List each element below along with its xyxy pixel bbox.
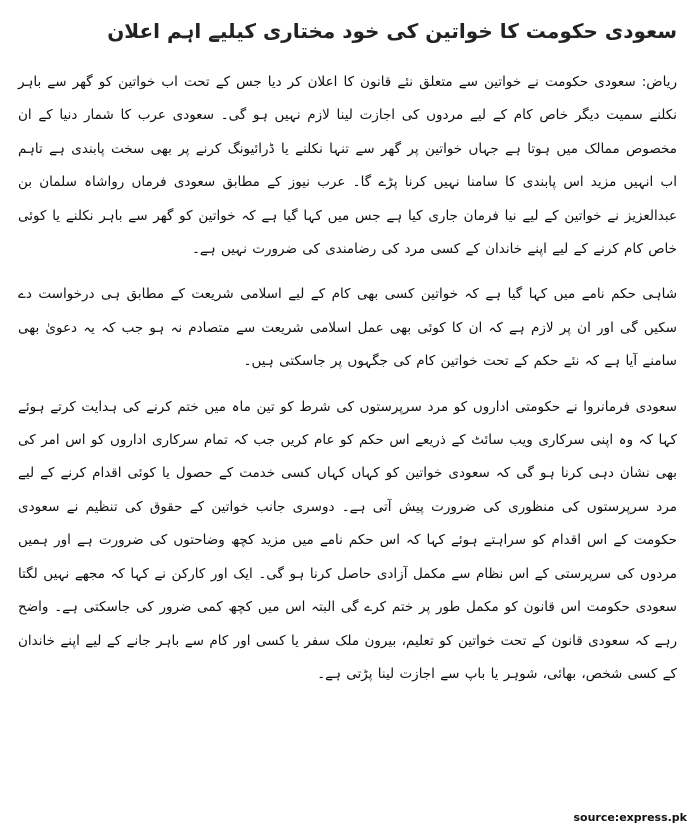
article-paragraph-1: ریاض: سعودی حکومت نے خواتین سے متعلق نئے قانون کا اعلان کر دیا جس کے تحت اب خواتین کو گھر سے باہر نکلنے سمیت دیگر خاص کام کے لیے مردوں کی اجازت لینا لازم نہیں ہو گی۔ سعودی عرب کا شمار دنیا کے ان مخصوص ممالک میں ہوتا ہے جہاں خواتین پر گھر سے تنہا نکلنے یا ڈرائیونگ کرنے پر بھی سخت پابندی ہے تاہم اب انہیں مزید اس پابندی کا سامنا نہیں کرنا پڑے گا۔ عرب نیوز کے مطابق سعودی فرماں رواشاہ سلمان بن عبدالعزیز نے خواتین کے لیے نیا فرمان جاری کیا ہے جس میں کہا گیا ہے کہ خواتین کو گھر سے باہر نکلنے یا کوئی خاص کام کرنے کے لیے اپنے خاندان کے کسی مرد کی رضامندی کی ضرورت نہیں ہے۔ <box>18 74 677 258</box>
article-paragraph-2: شاہی حکم نامے میں کہا گیا ہے کہ خواتین کسی بھی کام کے لیے اسلامی شریعت کے مطابق ہی درخواست دے سکیں گی اور ان پر لازم ہے کہ ان کا کوئی بھی عمل اسلامی شریعت سے متصادم نہ ہو جب کہ یہ دعویٰ بھی سامنے آیا ہے کہ نئے حکم کے تحت خواتین کام کی جگہوں پر جاسکتی ہیں۔ <box>18 286 677 370</box>
article-paragraph-3: سعودی فرمانروا نے حکومتی اداروں کو مرد سرپرستوں کی شرط کو تین ماہ میں ختم کرنے کی ہدایت کرتے ہوئے کہا کہ وہ اپنی سرکاری ویب سائٹ کے ذریعے اس حکم کو عام کریں جب کہ تمام سرکاری اداروں کو اس امر کی بھی نشان دہی کرنا ہو گی کہ سعودی خواتین کو کہاں کہاں کسی خدمت کے حصول یا کوئی اقدام کرنے کے لیے مرد سرپرستوں کی منظوری کی ضرورت پیش آتی ہے۔ دوسری جانب خواتین کے حقوق کی تنظیم نے سعودی حکومت کے اس اقدام کو سراہتے ہوئے کہا کہ اس حکم نامے میں مزید کچھ وضاحتوں کی ضرورت ہے اور ہمیں مردوں کی سرپرستی کے اس نظام سے مکمل آزادی حاصل کرنا ہو گی۔ ایک اور کارکن نے کہا کہ مجھے نہیں لگتا سعودی حکومت اس قانون کو مکمل طور پر ختم کرے گی البتہ اس میں کچھ کمی ضرور کی جاسکتی ہے۔ واضح رہے کہ سعودی قانون کے تحت خواتین کو تعلیم، بیرون ملک سفر یا کسی اور کام سے باہر جانے کے لیے اپنے خاندان کے کسی شخص، بھائی، شوہر یا باپ سے اجازت لینا پڑتی ہے۔ <box>18 398 677 682</box>
article-headline: سعودی حکومت کا خواتین کی خود مختاری کیلیے اہم اعلان <box>107 19 677 43</box>
source-credit: source:express.pk <box>573 811 687 824</box>
